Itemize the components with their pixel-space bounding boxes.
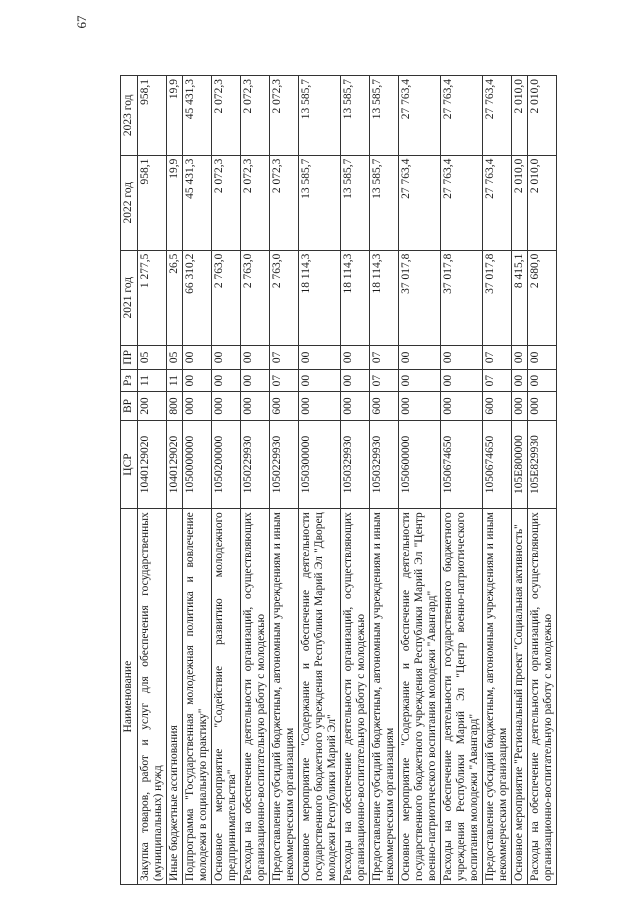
row-name: Предоставление субсидий бюджетным, автономным учреждениям и иным некоммерческим организациям: [370, 509, 399, 885]
row-csr: 1050229930: [241, 420, 270, 508]
page-number: 67: [74, 15, 89, 29]
row-csr: 1050600000: [399, 420, 441, 508]
row-name: Расходы на обеспечение деятельности государственного бюджетного учреждения Республики Марий Эл "Центр военно-патриотического воспитания молодежи "Авангард": [441, 509, 483, 885]
row-name: Предоставление субсидий бюджетным, автономным учреждениям и иным некоммерческим организациям: [483, 509, 512, 885]
row-name: Подпрограмма "Государственная молодежная политика и вовлечение молодежи в социальную практику": [183, 509, 212, 885]
table-row: [483, 76, 512, 885]
row-csr: 1040129020: [138, 420, 167, 508]
row-rz: 07: [370, 370, 399, 392]
header-rz: Рз: [121, 370, 138, 392]
table-row: [341, 76, 370, 885]
row-2022: 2 072,3: [270, 155, 299, 250]
row-2021: 8 415,1: [512, 250, 528, 345]
row-2023: 27 763,4: [399, 76, 441, 156]
row-2021: 37 017,8: [399, 250, 441, 345]
table-row: [399, 76, 441, 885]
row-pr: 00: [399, 345, 441, 369]
row-vr: 600: [370, 392, 399, 421]
row-pr: 07: [370, 345, 399, 369]
row-vr: 200: [138, 392, 167, 421]
row-name: Расходы на обеспечение деятельности организаций, осуществляющих организационно-воспитательную работу с молодежью: [241, 509, 270, 885]
row-2022: 45 431,3: [183, 155, 212, 250]
row-2021: 1 277,5: [138, 250, 167, 345]
table-row: [167, 76, 183, 885]
row-pr: 00: [212, 345, 241, 369]
row-2022: 2 010,0: [512, 155, 528, 250]
row-2023: 2 072,3: [270, 76, 299, 156]
row-2021: 2 763,0: [212, 250, 241, 345]
row-2021: 2 763,0: [270, 250, 299, 345]
row-2022: 13 585,7: [370, 155, 399, 250]
table-row: [528, 76, 557, 885]
row-name: Закупка товаров, работ и услуг для обеспечения государственных (муниципальных) нужд: [138, 509, 167, 885]
table-row: [512, 76, 528, 885]
row-2021: 18 114,3: [299, 250, 341, 345]
row-vr: 800: [167, 392, 183, 421]
row-2022: 2 072,3: [241, 155, 270, 250]
row-vr: 000: [299, 392, 341, 421]
header-pr: ПР: [121, 345, 138, 369]
row-pr: 00: [528, 345, 557, 369]
row-2023: 19,9: [167, 76, 183, 156]
row-pr: 00: [183, 345, 212, 369]
row-2022: 2 010,0: [528, 155, 557, 250]
row-rz: 00: [241, 370, 270, 392]
header-vr: ВР: [121, 392, 138, 421]
row-csr: 1050300000: [299, 420, 341, 508]
row-rz: 00: [183, 370, 212, 392]
row-2022: 27 763,4: [399, 155, 441, 250]
row-rz: 00: [441, 370, 483, 392]
row-name: Расходы на обеспечение деятельности организаций, осуществляющих организационно-воспитательную работу с молодежью: [341, 509, 370, 885]
budget-table: [120, 75, 557, 885]
row-rz: 00: [212, 370, 241, 392]
row-2022: 27 763,4: [441, 155, 483, 250]
row-2023: 2 072,3: [241, 76, 270, 156]
row-2023: 27 763,4: [483, 76, 512, 156]
row-2021: 18 114,3: [341, 250, 370, 345]
header-csr: ЦСР: [121, 420, 138, 508]
row-vr: 000: [441, 392, 483, 421]
row-2021: 37 017,8: [441, 250, 483, 345]
table-row: [299, 76, 341, 885]
row-2023: 2 010,0: [528, 76, 557, 156]
row-pr: 07: [270, 345, 299, 369]
row-csr: 1050000000: [183, 420, 212, 508]
row-name: Предоставление субсидий бюджетным, автономным учреждениям и иным некоммерческим организациям: [270, 509, 299, 885]
row-vr: 000: [212, 392, 241, 421]
header-2023: 2023 год: [121, 76, 138, 156]
table-row: [241, 76, 270, 885]
row-vr: 000: [399, 392, 441, 421]
row-pr: 00: [512, 345, 528, 369]
row-name: Основное мероприятие "Содержание и обеспечение деятельности государственного бюджетного учреждения Республики Марий Эл "Центр военно-патриотического воспитания молодежи "Авангард": [399, 509, 441, 885]
row-rz: 07: [270, 370, 299, 392]
row-csr: 1050200000: [212, 420, 241, 508]
row-name: Основное мероприятие "Содействие развитию молодежного предпринимательства": [212, 509, 241, 885]
table-row: [270, 76, 299, 885]
row-2022: 13 585,7: [341, 155, 370, 250]
table-body: [138, 76, 557, 885]
row-name: Иные бюджетные ассигнования: [167, 509, 183, 885]
row-csr: 105E829930: [528, 420, 557, 508]
rotated-page: [120, 75, 565, 885]
row-pr: 05: [167, 345, 183, 369]
row-2023: 13 585,7: [299, 76, 341, 156]
row-vr: 000: [183, 392, 212, 421]
row-csr: 105E800000: [512, 420, 528, 508]
table-header-row: [121, 76, 138, 885]
row-pr: 00: [441, 345, 483, 369]
table-row: [183, 76, 212, 885]
row-2023: 13 585,7: [370, 76, 399, 156]
row-2023: 45 431,3: [183, 76, 212, 156]
row-2022: 2 072,3: [212, 155, 241, 250]
row-vr: 600: [270, 392, 299, 421]
row-rz: 00: [528, 370, 557, 392]
row-name: Основное мероприятие "Содержание и обеспечение деятельности государственного бюджетного учреждения Республики Марий Эл "Дворец молодежи Республики Марий Эл": [299, 509, 341, 885]
row-vr: 000: [528, 392, 557, 421]
table-row: [370, 76, 399, 885]
row-csr: 1050329930: [341, 420, 370, 508]
header-2022: 2022 год: [121, 155, 138, 250]
row-csr: 1050674650: [441, 420, 483, 508]
row-2021: 66 310,2: [183, 250, 212, 345]
row-2023: 13 585,7: [341, 76, 370, 156]
row-2021: 26,5: [167, 250, 183, 345]
table-row: [138, 76, 167, 885]
row-vr: 000: [241, 392, 270, 421]
row-csr: 1050329930: [370, 420, 399, 508]
row-2023: 2 010,0: [512, 76, 528, 156]
row-2021: 18 114,3: [370, 250, 399, 345]
row-vr: 000: [341, 392, 370, 421]
row-2022: 13 585,7: [299, 155, 341, 250]
row-vr: 000: [512, 392, 528, 421]
row-2021: 37 017,8: [483, 250, 512, 345]
header-2021: 2021 год: [121, 250, 138, 345]
row-2021: 2 763,0: [241, 250, 270, 345]
row-rz: 00: [299, 370, 341, 392]
row-name: Основное мероприятие "Региональный проект "Социальная активность": [512, 509, 528, 885]
row-2021: 2 680,0: [528, 250, 557, 345]
row-rz: 00: [399, 370, 441, 392]
row-csr: 1050674650: [483, 420, 512, 508]
row-2022: 958,1: [138, 155, 167, 250]
table-row: [212, 76, 241, 885]
row-pr: 05: [138, 345, 167, 369]
row-rz: 11: [138, 370, 167, 392]
row-pr: 00: [241, 345, 270, 369]
row-pr: 00: [299, 345, 341, 369]
row-pr: 07: [483, 345, 512, 369]
row-csr: 1050229930: [270, 420, 299, 508]
row-2023: 2 072,3: [212, 76, 241, 156]
row-vr: 600: [483, 392, 512, 421]
row-rz: 00: [341, 370, 370, 392]
row-rz: 07: [483, 370, 512, 392]
row-rz: 11: [167, 370, 183, 392]
row-pr: 00: [341, 345, 370, 369]
row-2022: 19,9: [167, 155, 183, 250]
row-csr: 1040129020: [167, 420, 183, 508]
row-2023: 27 763,4: [441, 76, 483, 156]
table-row: [441, 76, 483, 885]
row-rz: 00: [512, 370, 528, 392]
row-2022: 27 763,4: [483, 155, 512, 250]
row-2023: 958,1: [138, 76, 167, 156]
header-name: Наименование: [121, 509, 138, 885]
row-name: Расходы на обеспечение деятельности организаций, осуществляющих организационно-воспитательную работу с молодежью: [528, 509, 557, 885]
